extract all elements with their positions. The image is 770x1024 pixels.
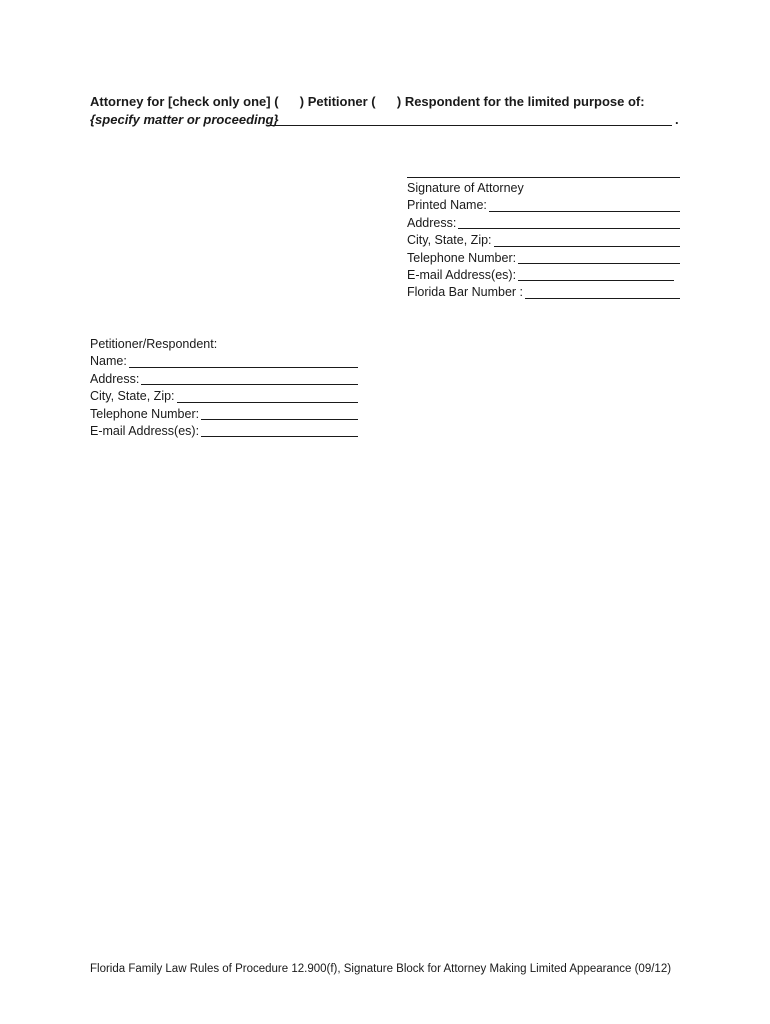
specify-matter-blank[interactable]	[268, 125, 672, 126]
field-label: Florida Bar Number :	[407, 285, 524, 300]
party-address-field[interactable]	[90, 371, 358, 388]
attorney-address-field[interactable]	[407, 215, 680, 232]
field-blank[interactable]	[201, 436, 358, 437]
field-blank[interactable]	[518, 280, 674, 281]
field-blank[interactable]	[458, 228, 680, 229]
specify-matter-label: {specify matter or proceeding}	[90, 112, 279, 127]
field-label: Printed Name:	[407, 198, 487, 213]
attorney-for-line	[90, 93, 645, 110]
field-label: E-mail Address(es):	[407, 268, 517, 283]
terminal-period: .	[675, 112, 679, 127]
field-blank[interactable]	[141, 384, 358, 385]
party-block	[90, 336, 358, 440]
form-footer: Florida Family Law Rules of Procedure 12.900(f), Signature Block for Attorney Making Limited Appearance (09/12)	[90, 963, 672, 975]
field-label: City, State, Zip:	[407, 233, 492, 248]
field-blank[interactable]	[525, 298, 680, 299]
printed-name-field[interactable]	[407, 198, 680, 215]
florida-bar-number-field[interactable]	[407, 284, 680, 301]
attorney-city-state-zip-field[interactable]	[407, 232, 680, 249]
field-label: Address:	[90, 371, 140, 386]
field-label: Address:	[407, 215, 457, 230]
attorney-for-prefix: Attorney for [check only one] (	[90, 94, 279, 109]
field-label: City, State, Zip:	[90, 389, 175, 404]
signature-of-attorney-label: Signature of Attorney	[407, 181, 524, 195]
party-email-field[interactable]	[90, 423, 358, 440]
field-label: Telephone Number:	[90, 406, 200, 421]
field-blank[interactable]	[201, 419, 358, 420]
attorney-telephone-field[interactable]	[407, 250, 680, 267]
field-blank[interactable]	[177, 402, 358, 403]
party-city-state-zip-field[interactable]	[90, 388, 358, 405]
party-block-title: Petitioner/Respondent:	[90, 337, 218, 351]
field-blank[interactable]	[129, 367, 358, 368]
field-blank[interactable]	[494, 246, 680, 247]
field-blank[interactable]	[518, 263, 680, 264]
petitioner-option-label: ) Petitioner (	[299, 94, 376, 109]
field-label: Telephone Number:	[407, 250, 517, 265]
attorney-email-field[interactable]	[407, 267, 674, 284]
attorney-signature-line[interactable]	[407, 177, 680, 178]
party-name-field[interactable]	[90, 353, 358, 370]
field-label: Name:	[90, 354, 127, 369]
field-blank[interactable]	[489, 211, 680, 212]
field-label: E-mail Address(es):	[90, 423, 200, 438]
party-telephone-field[interactable]	[90, 406, 358, 423]
respondent-option-label: ) Respondent for the limited purpose of:	[396, 94, 645, 109]
